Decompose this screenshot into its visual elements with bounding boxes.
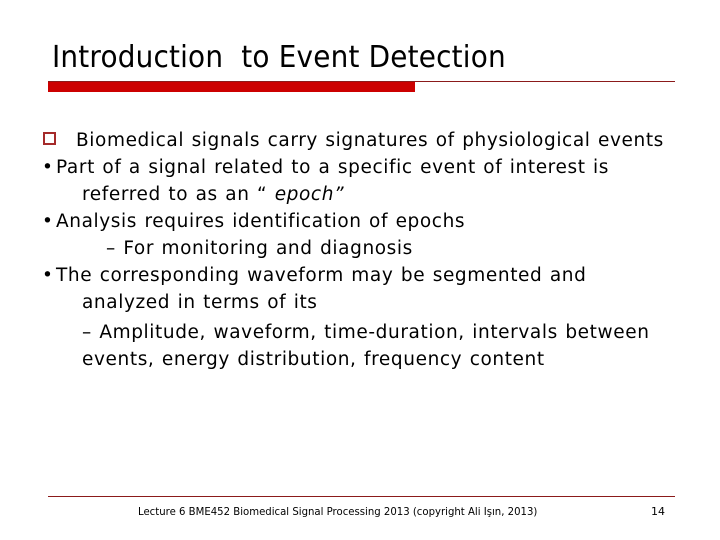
footer-rule xyxy=(48,496,675,497)
sub-bullet: – Amplitude, waveform, time-duration, intervals between xyxy=(82,322,650,343)
dot-bullet-icon: • xyxy=(42,265,54,286)
bullet-text: Biomedical signals carry signatures of physiological events xyxy=(76,130,664,151)
slide-content xyxy=(42,127,702,373)
dot-bullet-icon: • xyxy=(42,157,54,178)
bullet-item-2 xyxy=(42,154,702,208)
bullet-item-4 xyxy=(42,262,702,373)
sub-bullet: – For monitoring and diagnosis xyxy=(106,238,413,259)
bullet-item-1 xyxy=(42,127,702,154)
title-accent-bar xyxy=(48,82,415,92)
dot-bullet-icon: • xyxy=(42,211,54,232)
bullet-text: The corresponding waveform may be segmented and xyxy=(56,265,587,286)
hollow-square-bullet-icon xyxy=(43,132,56,145)
bullet-text: Part of a signal related to a specific event of interest is xyxy=(56,157,610,178)
sub-bullet-continued: events, energy distribution, frequency content xyxy=(82,349,545,370)
bullet-item-3 xyxy=(42,208,702,262)
bullet-text-continued: analyzed in terms of its xyxy=(82,292,318,313)
bullet-text: Analysis requires identification of epochs xyxy=(56,211,466,232)
bullet-text-continued: referred to as an “ xyxy=(82,184,275,205)
page-number: 14 xyxy=(651,505,665,518)
footer-text: Lecture 6 BME452 Biomedical Signal Processing 2013 (copyright Ali Işın, 2013) xyxy=(138,505,538,518)
epoch-term: epoch” xyxy=(274,184,345,205)
slide-title: Introduction to Event Detection xyxy=(52,40,506,75)
